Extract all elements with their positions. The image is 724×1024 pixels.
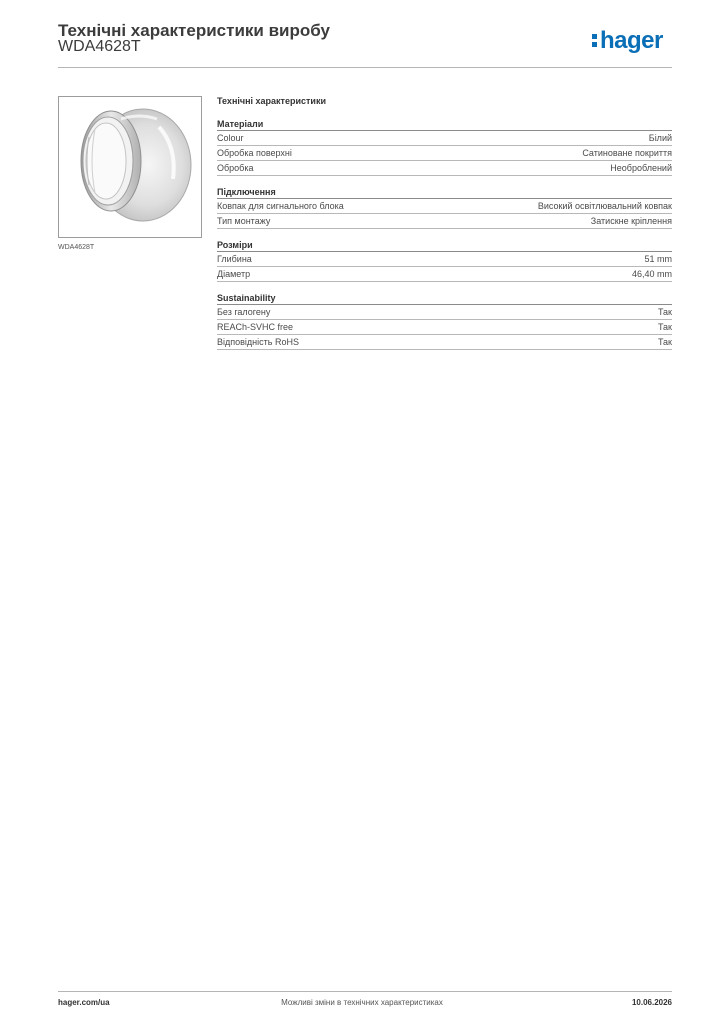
- spec-row: [217, 335, 672, 350]
- spec-group-connection: [217, 186, 672, 229]
- spec-group-dimensions: [217, 239, 672, 282]
- logo-text: hager: [600, 27, 663, 54]
- logo-dots-icon: [592, 30, 599, 48]
- spec-row: [217, 146, 672, 161]
- spec-value: Так: [657, 337, 672, 347]
- footer-note: Можливі зміни в технічних характеристиках: [281, 998, 443, 1007]
- spec-value: Так: [657, 322, 672, 332]
- spec-group-sustainability: [217, 292, 672, 350]
- spec-label: Діаметр: [217, 269, 251, 279]
- spec-row: [217, 252, 672, 267]
- spec-row: [217, 305, 672, 320]
- spec-group-title: Sustainability: [217, 292, 672, 305]
- spec-row: [217, 214, 672, 229]
- spec-value: 51 mm: [644, 254, 672, 264]
- spec-label: Обробка поверхні: [217, 148, 292, 158]
- spec-label: REACh-SVHC free: [217, 322, 294, 332]
- spec-group-title: Підключення: [217, 186, 672, 199]
- spec-value: Затискне кріплення: [590, 216, 672, 226]
- spec-row: [217, 161, 672, 176]
- spec-value: Необроблений: [610, 163, 672, 173]
- spec-label: Обробка: [217, 163, 254, 173]
- spec-group-title: Розміри: [217, 239, 672, 252]
- product-image: [58, 96, 202, 238]
- specs-heading: Технічні характеристики: [217, 96, 326, 106]
- hager-logo: [592, 27, 663, 55]
- page-title: Технічні характеристики виробу: [58, 21, 330, 40]
- spec-group-title: Матеріали: [217, 118, 672, 131]
- specifications: [217, 96, 672, 360]
- spec-value: Сатиноване покриття: [582, 148, 672, 158]
- spec-row: [217, 320, 672, 335]
- spec-value: Так: [657, 307, 672, 317]
- footer-divider: [58, 991, 672, 992]
- image-caption: WDA4628T: [58, 244, 95, 251]
- glass-dome-cover-image: [59, 97, 201, 237]
- spec-row: [217, 267, 672, 282]
- spec-label: Тип монтажу: [217, 216, 271, 226]
- header-divider: [58, 67, 672, 68]
- spec-label: Без галогену: [217, 307, 271, 317]
- spec-label: Colour: [217, 133, 244, 143]
- spec-row: [217, 131, 672, 146]
- spec-group-materials: [217, 118, 672, 176]
- footer-date: 10.06.2026: [631, 998, 672, 1007]
- spec-label: Відповідність RoHS: [217, 337, 299, 347]
- product-code: WDA4628T: [58, 38, 141, 55]
- spec-row: [217, 199, 672, 214]
- footer-website-link[interactable]: hager.com/ua: [58, 998, 110, 1007]
- spec-label: Ковпак для сигнального блока: [217, 201, 344, 211]
- spec-label: Глибина: [217, 254, 252, 264]
- spec-value: 46,40 mm: [631, 269, 672, 279]
- spec-value: Високий освітлювальний ковпак: [537, 201, 672, 211]
- spec-value: Білий: [648, 133, 672, 143]
